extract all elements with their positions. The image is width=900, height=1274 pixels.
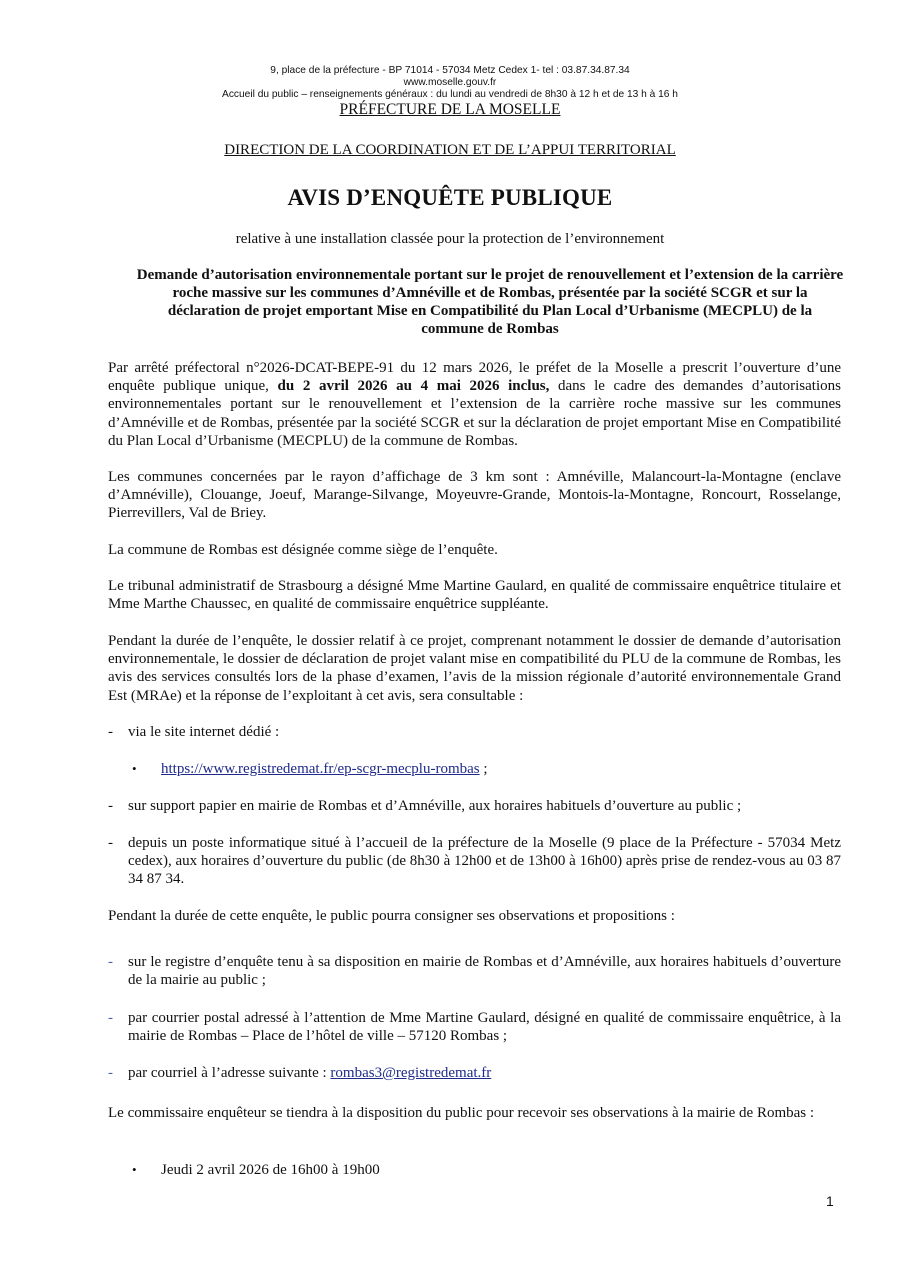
paragraph-commissaires: Le tribunal administratif de Strasbourg a désigné Mme Martine Gaulard, en qualité de commissaire enquêtrice titulaire et Mme Marthe Chaussec, en qualité de commissaire enquêtrice suppléante. xyxy=(108,578,841,613)
consult-item-text: via le site internet dédié : xyxy=(128,724,280,740)
permanence-text: Jeudi 2 avril 2026 de 16h00 à 19h00 xyxy=(161,1162,380,1178)
header-hours: Accueil du public – renseignements généraux : du lundi au vendredi de 8h30 à 12 h et de 13 h à 16 h xyxy=(222,89,678,100)
dash-marker: - xyxy=(108,1065,113,1081)
consult-link-item xyxy=(132,760,832,778)
observation-item-text: par courriel à l’adresse suivante : xyxy=(128,1065,331,1081)
consult-item-text: sur support papier en mairie de Rombas et d’Amnéville, aux horaires habituels d’ouverture au public ; xyxy=(128,798,742,814)
inquiry-dates: du 2 avril 2026 au 4 mai 2026 inclus, xyxy=(277,378,550,395)
direction-heading: DIRECTION DE LA COORDINATION ET DE L’APPUI TERRITORIAL xyxy=(224,142,676,158)
paragraph-decree xyxy=(108,359,841,450)
email-link[interactable]: rombas3@registredemat.fr xyxy=(330,1065,492,1081)
decree-text-end: dans le cadre des demandes d’autorisations environnementales portant sur le renouvellement et l’extension de la carrière roche massive sur les communes d’Amnéville et de Rombas, présentée par la société SCGR et sur la déclaration de projet emportant Mise en Compatibilité du Plan Local d’Urbanisme (MECPLU) de la commune de Rombas. xyxy=(108,378,841,449)
consult-item-internet xyxy=(108,723,841,741)
permanence-item xyxy=(132,1161,832,1179)
paragraph-permanences: Le commissaire enquêteur se tiendra à la disposition du public pour recevoir ses observations à la mairie de Rombas : xyxy=(108,1105,815,1121)
dash-marker: - xyxy=(108,1010,113,1026)
dash-marker: - xyxy=(108,724,113,740)
prefecture-heading: PRÉFECTURE DE LA MOSELLE xyxy=(339,101,561,118)
link-suffix: ; xyxy=(479,761,488,777)
bullet-marker: • xyxy=(132,761,137,776)
decree-text-start: Par arrêté préfectoral n°2026-DCAT-BEPE-91 du 12 mars 2026, le préfet de la Moselle a prescrit l’ouverture d’une enquête publique unique, xyxy=(108,360,841,395)
dash-marker: - xyxy=(108,954,113,970)
paragraph-observations: Pendant la durée de cette enquête, le public pourra consigner ses observations et propositions : xyxy=(108,908,675,924)
registre-link[interactable]: https://www.registredemat.fr/ep-scgr-mecplu-rombas xyxy=(161,761,480,777)
header-address: 9, place de la préfecture - BP 71014 - 57034 Metz Cedex 1- tel : 03.87.34.87.34 xyxy=(270,65,630,76)
observation-item-text: sur le registre d’enquête tenu à sa disposition en mairie de Rombas et d’Amnéville, aux horaires habituels d’ouverture de la mairie au public ; xyxy=(128,954,841,989)
consult-item-poste xyxy=(108,834,841,889)
consult-item-papier xyxy=(108,797,841,815)
page-number: 1 xyxy=(826,1193,834,1209)
paragraph-dossier: Pendant la durée de l’enquête, le dossier relatif à ce projet, comprenant notamment le dossier de demande d’autorisation environnementale, le dossier de déclaration de projet valant mise en compatibilité du PLU de la commune de Rombas, les avis des services consultés lors de la phase d’examen, l’avis de la mission régionale d’autorité environnementale Grand Est (MRAe) et la réponse de l’exploitant à cet avis, sera consultable : xyxy=(108,633,841,704)
page-title: AVIS D’ENQUÊTE PUBLIQUE xyxy=(287,185,613,210)
observation-item-courriel xyxy=(108,1064,841,1082)
notice-object: Demande d’autorisation environnementale portant sur le projet de renouvellement et l’extension de la carrière roche massive sur les communes d’Amnéville et de Rombas, présentée par la société SCGR et sur la déclaration de projet emportant Mise en Compatibilité du Plan Local d’Urbanisme (MECPLU) de la commune de Rombas xyxy=(136,267,844,337)
observation-item-registre xyxy=(108,953,841,989)
dash-marker: - xyxy=(108,835,113,851)
paragraph-siege: La commune de Rombas est désignée comme siège de l’enquête. xyxy=(108,542,498,558)
consult-item-text: depuis un poste informatique situé à l’accueil de la préfecture de la Moselle (9 place de la Préfecture - 57034 Metz cedex), aux horaires d’ouverture du public (de 8h30 à 12h00 et de 13h00 à 16h00) après prise de rendez-vous au 03 87 34 87 34. xyxy=(128,835,841,888)
observation-item-text: par courrier postal adressé à l’attention de Mme Martine Gaulard, désigné en qualité de commissaire enquêtrice, à la mairie de Rombas – Place de l’hôtel de ville – 57120 Rombas ; xyxy=(128,1010,841,1045)
notice-subtitle: relative à une installation classée pour la protection de l’environnement xyxy=(235,231,665,247)
paragraph-communes: Les communes concernées par le rayon d’affichage de 3 km sont : Amnéville, Malancourt-la-Montagne (enclave d’Amnéville), Clouange, Joeuf, Marange-Silvange, Moyeuvre-Grande, Montois-la-Montagne, Roncourt, Rosselange, Pierrevillers, Val de Briey. xyxy=(108,469,841,522)
dash-marker: - xyxy=(108,798,113,814)
header-website: www.moselle.gouv.fr xyxy=(403,77,497,88)
bullet-marker: • xyxy=(132,1162,137,1177)
observation-item-courrier xyxy=(108,1009,841,1045)
